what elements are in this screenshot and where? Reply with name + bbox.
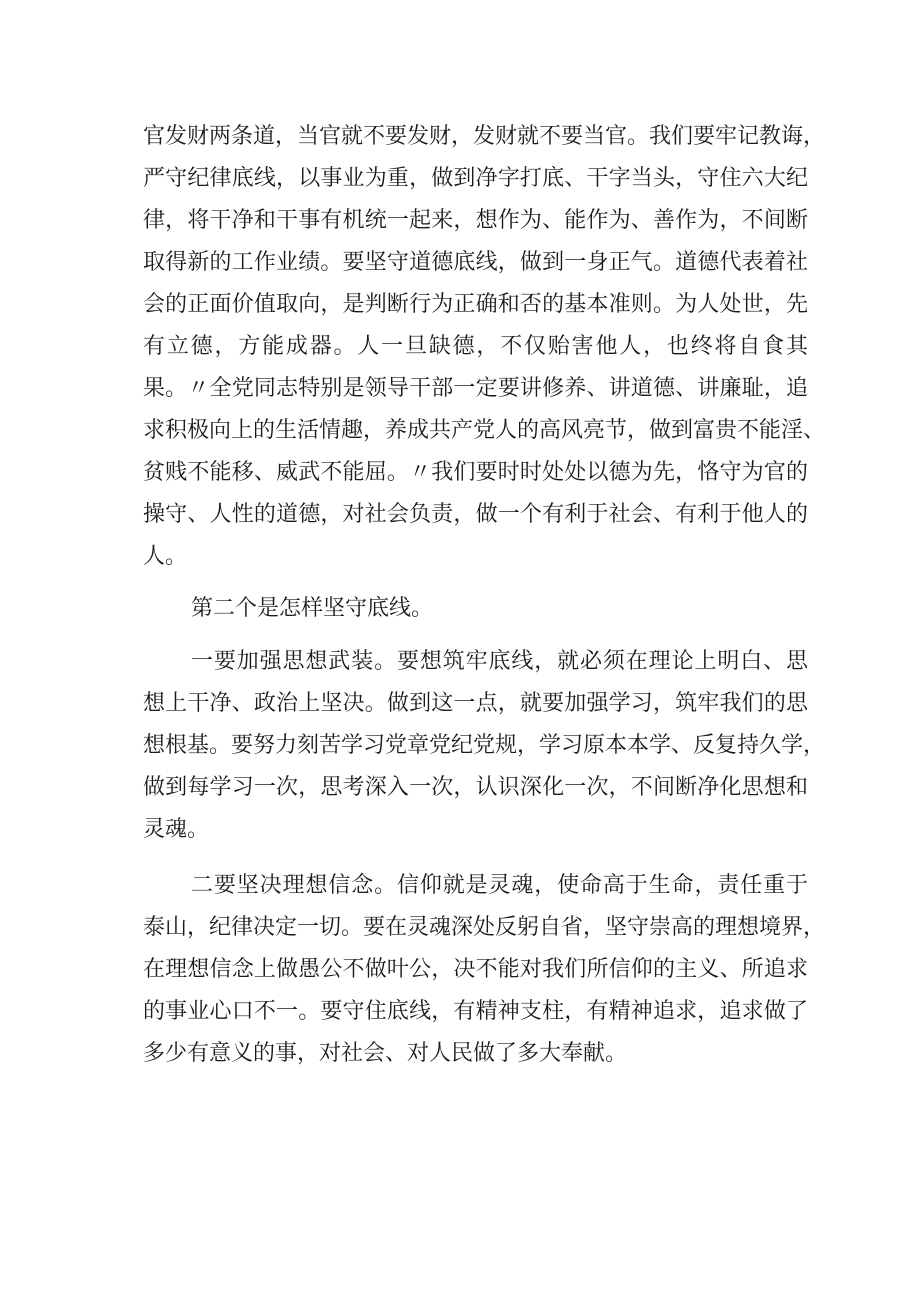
paragraph-2 xyxy=(143,588,808,630)
text-line: 操守、人性的道德，对社会负责，做一个有利于社会、有利于他人的 xyxy=(143,502,808,527)
text-line: 会的正面价值取向，是判断行为正确和否的基本准则。为人处世，先 xyxy=(143,292,808,317)
text-line: 果。〃全党同志特别是领导干部一定要讲修养、讲道德、讲廉耻，追 xyxy=(143,376,808,401)
text-line: 律，将干净和干事有机统一起来，想作为、能作为、善作为，不间断 xyxy=(143,208,808,233)
text-line: 一要加强思想武装。要想筑牢底线，就必须在理论上明白、思 xyxy=(191,649,808,674)
text-line: 灵魂。 xyxy=(143,817,210,842)
text-line: 多少有意义的事，对社会、对人民做了多大奉献。 xyxy=(143,1041,628,1066)
text-line: 求积极向上的生活情趣，养成共产党人的高风亮节，做到富贵不能淫、 xyxy=(143,418,826,443)
text-line: 官发财两条道，当官就不要发财，发财就不要当官。我们要牢记教诲， xyxy=(143,124,826,149)
text-line: 想上干净、政治上坚决。做到这一点，就要加强学习，筑牢我们的思 xyxy=(143,691,808,716)
section-heading: 第二个是怎样坚守底线。 xyxy=(191,596,434,621)
text-line: 二要坚决理想信念。信仰就是灵魂，使命高于生命，责任重于 xyxy=(191,873,808,898)
text-line: 有立德，方能成器。人一旦缺德，不仅贻害他人，也终将自食其 xyxy=(143,334,808,359)
paragraph-3 xyxy=(143,641,826,851)
paragraph-1 xyxy=(143,116,826,578)
body-text xyxy=(143,116,826,1075)
text-line: 在理想信念上做愚公不做叶公，决不能对我们所信仰的主义、所追求 xyxy=(143,957,808,982)
text-line: 取得新的工作业绩。要坚守道德底线，做到一身正气。道德代表着社 xyxy=(143,250,808,275)
paragraph-4 xyxy=(143,865,826,1075)
text-line: 想根基。要努力刻苦学习党章党纪党规，学习原本本学、反复持久学， xyxy=(143,733,826,758)
text-line: 的事业心口不一。要守住底线，有精神支柱，有精神追求，追求做了 xyxy=(143,999,808,1024)
text-line: 泰山，纪律决定一切。要在灵魂深处反躬自省，坚守崇高的理想境界， xyxy=(143,915,826,940)
text-line: 贫贱不能移、威武不能屈。〃我们要时时处处以德为先，恪守为官的 xyxy=(143,460,808,485)
text-line: 做到每学习一次，思考深入一次，认识深化一次，不间断净化思想和 xyxy=(143,775,808,800)
text-line: 严守纪律底线，以事业为重，做到净字打底、干字当头，守住六大纪 xyxy=(143,166,808,191)
text-line: 人。 xyxy=(143,544,188,569)
